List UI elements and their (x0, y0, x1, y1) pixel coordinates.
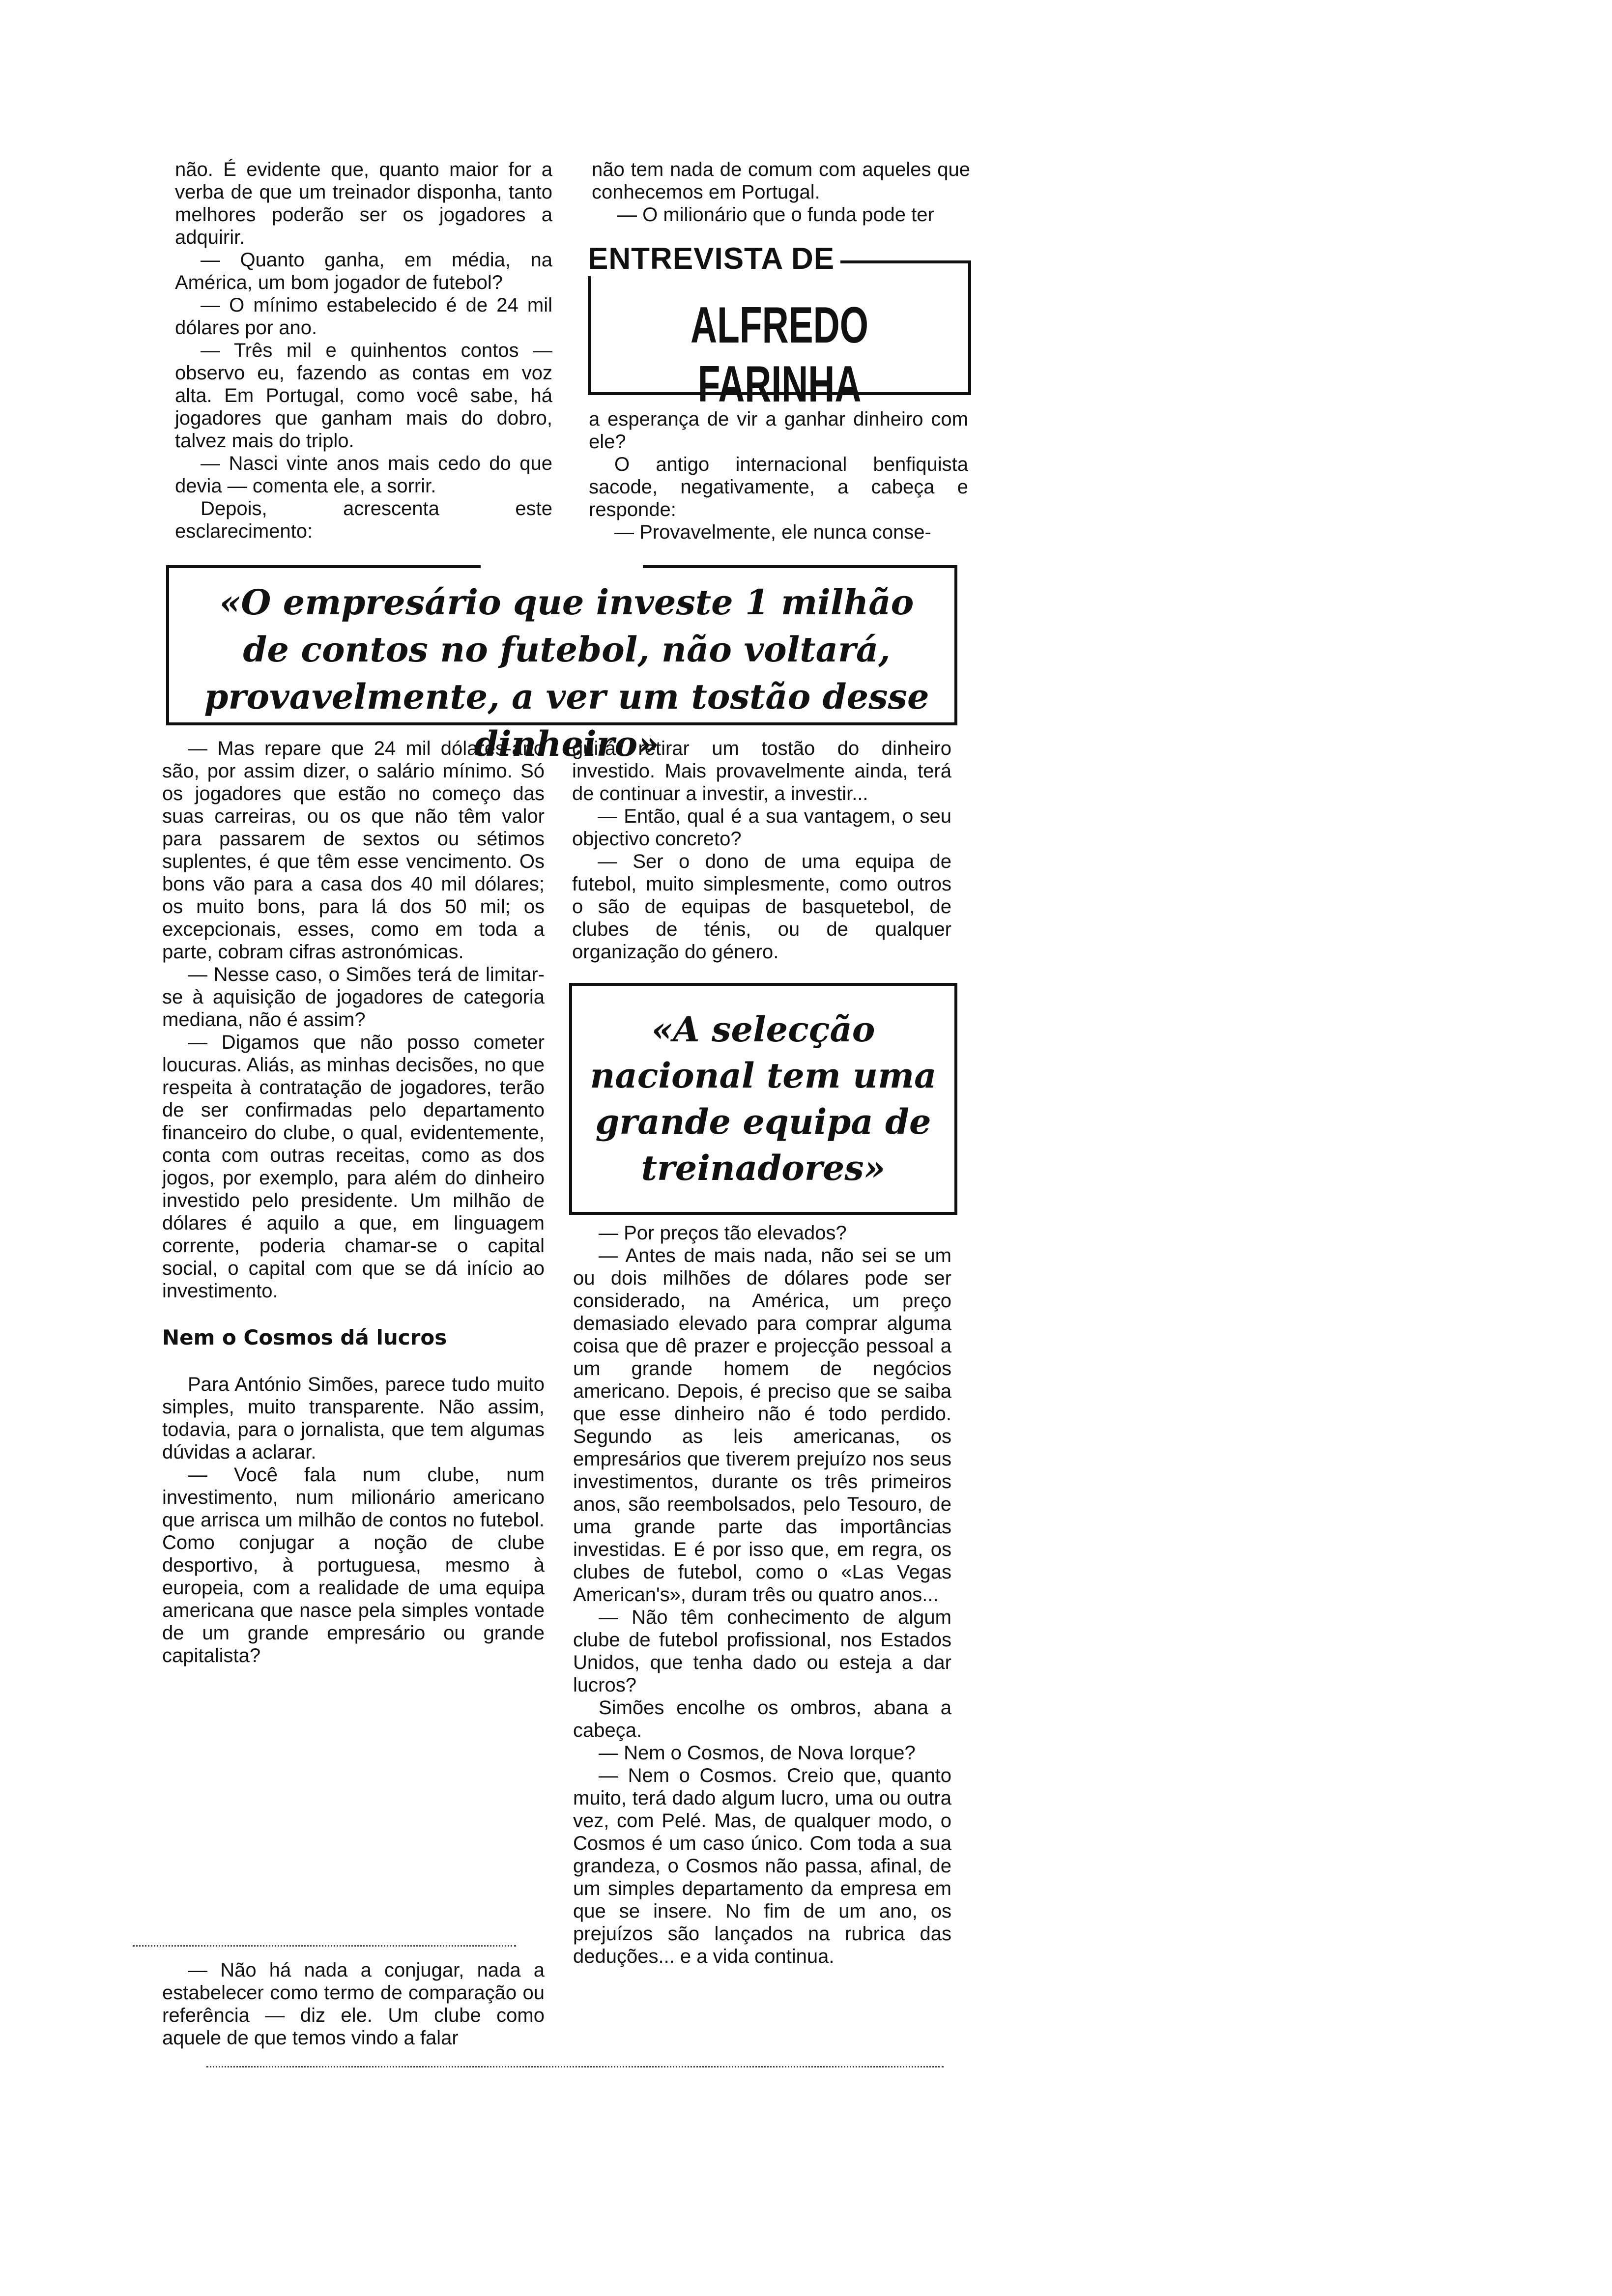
pull-quote-side-text: «A selecção nacional tem uma grande equipa de treinadores» (590, 1009, 937, 1188)
interview-byline-box (588, 260, 971, 413)
column-bottom-right-lower (573, 1222, 951, 1968)
quote-top-rule-left (166, 565, 481, 568)
paragraph: — Mas repare que 24 mil dólares-ano são, por assim dizer, o salário mínimo. Só os jogadores que estão no começo das suas carreiras, ou os que não têm valor para passarem de sextos ou sétimos suplentes, é que têm esse vencimento. Os bons vão para a casa dos 40 mil dólares; os muito bons, para lá dos 50 mil; os excepcionais, esses, como em toda a parte, cobram cifras astronómicas. (162, 738, 545, 963)
paragraph: — Quanto ganha, em média, na América, um bom jogador de futebol? (175, 249, 552, 293)
interview-label: ENTREVISTA DE (588, 242, 840, 276)
paragraph: — Nasci vinte anos mais cedo do que devia — comenta ele, a sorrir. (175, 453, 552, 497)
paragraph: — O mínimo estabelecido é de 24 mil dólares por ano. (175, 294, 552, 339)
column-bottom-right-upper (572, 737, 951, 963)
paragraph: — Então, qual é a sua vantagem, o seu objectivo concreto? (572, 805, 951, 850)
paragraph: O antigo internacional benfiquista sacode, negativamente, a cabeça e responde: (589, 454, 968, 520)
column-top-right-lower (589, 408, 968, 544)
paragraph: Para António Simões, parece tudo muito simples, muito transparente. Não assim, todavia, para o jornalista, que tem algumas dúvidas a aclarar. (162, 1374, 545, 1463)
pull-quote-main-text: «O empresário que investe 1 milhão de contos no futebol, não voltará, provavelmente, a ver um tostão desse dinheiro» (204, 582, 929, 764)
paragraph: — Ser o dono de uma equipa de futebol, muito simplesmente, como outros o são de equipas de basquetebol, de clubes de ténis, ou de qualquer organização do género. (572, 851, 951, 963)
column-top-left (175, 158, 552, 543)
paragraph: — Nesse caso, o Simões terá de limitar-se à aquisição de jogadores de categoria mediana, não é assim? (162, 964, 545, 1031)
paragraph: não. É evidente que, quanto maior for a verba de que um treinador disponha, tanto melhores poderão ser os jogadores a adquirir. (175, 159, 552, 248)
paragraph: — Nem o Cosmos, de Nova Iorque? (599, 1742, 916, 1764)
column-bottom-left (162, 737, 545, 1667)
paragraph: guirá retirar um tostão do dinheiro investido. Mais provavelmente ainda, terá de continuar a investir, a investir... (572, 738, 951, 804)
pull-quote-main (166, 565, 957, 764)
interview-author: ALFREDO FARINHA (691, 297, 868, 413)
paragraph: — Antes de mais nada, não sei se um ou dois milhões de dólares pode ser considerado, na América, um preço demasiado elevado para comprar alguma coisa que dê prazer e projecção pessoal a um grande homem de negócios americano. Depois, é preciso que se saiba que esse dinheiro não é todo perdido. Segundo as leis americanas, os empresários que tiverem prejuízo nos seus investimentos, durante os três primeiros anos, são reembolsados, pelo Tesouro, de uma grande parte das importâncias investidas. E é por isso que, em regra, os clubes de futebol, como o «Las Vegas American's», duram três ou quatro anos... (573, 1245, 951, 1606)
paragraph: Depois, acrescenta este esclarecimento: (175, 498, 552, 542)
paragraph: a esperança de vir a ganhar dinheiro com ele? (589, 408, 968, 453)
paragraph: — Digamos que não posso cometer loucuras. Aliás, as minhas decisões, no que respeita à contratação de jogadores, terão de ser confirmadas pelo departamento financeiro do clube, o qual, evidentemente, conta com outras receitas, como as dos jogos, por exemplo, para além do dinheiro investido pelo presidente. Um milhão de dólares é aquilo a que, em linguagem corrente, poderia chamar-se o capital social, o capital com que se dá início ao investimento. (162, 1032, 545, 1302)
paragraph: — Provavelmente, ele nunca conse- (614, 521, 931, 543)
paragraph: Simões encolhe os ombros, abana a cabeça. (573, 1697, 951, 1741)
paragraph: — Você fala num clube, num investimento, num milionário americano que arrisca um milhão de contos no futebol. Como conjugar a noção de clube desportivo, à portuguesa, mesmo à europeia, com a realidade de uma equipa americana que nasce pela simples vontade de um grande empresário ou grande capitalista? (162, 1464, 545, 1666)
column-top-right-upper (592, 158, 970, 226)
scan-rule (206, 2066, 944, 2067)
paragraph: — Por preços tão elevados? (599, 1222, 847, 1244)
quote-top-rule-right (643, 565, 957, 568)
paragraph: — Três mil e quinhentos contos — observo eu, fazendo as contas em voz alta. Em Portugal, como você sabe, há jogadores que ganham mais do dobro, talvez mais do triplo. (175, 340, 552, 452)
paragraph: — Não há nada a conjugar, nada a estabelecer como termo de comparação ou referência — diz ele. Um clube como aquele de que temos vindo a falar (162, 1959, 545, 2049)
paragraph: — O milionário que o funda pode ter (617, 204, 934, 226)
paragraph: — Nem o Cosmos. Creio que, quanto muito, terá dado algum lucro, uma ou outra vez, com Pelé. Mas, de qualquer modo, o Cosmos é um caso único. Com toda a sua grandeza, o Cosmos não passa, afinal, de um simples departamento da empresa em que se insere. No fim de um ano, os prejuízos são lançados na rubrica das deduções... e a vida continua. (573, 1765, 951, 1967)
paragraph: — Não têm conhecimento de algum clube de futebol profissional, nos Estados Unidos, que tenha dado ou esteja a dar lucros? (573, 1607, 951, 1696)
pull-quote-side (569, 983, 957, 1215)
subheading: Nem o Cosmos dá lucros (162, 1325, 447, 1349)
paragraph: não tem nada de comum com aqueles que conhecemos em Portugal. (592, 159, 970, 203)
column-bottom-left-end (162, 1959, 545, 2049)
scan-rule (133, 1945, 516, 1947)
